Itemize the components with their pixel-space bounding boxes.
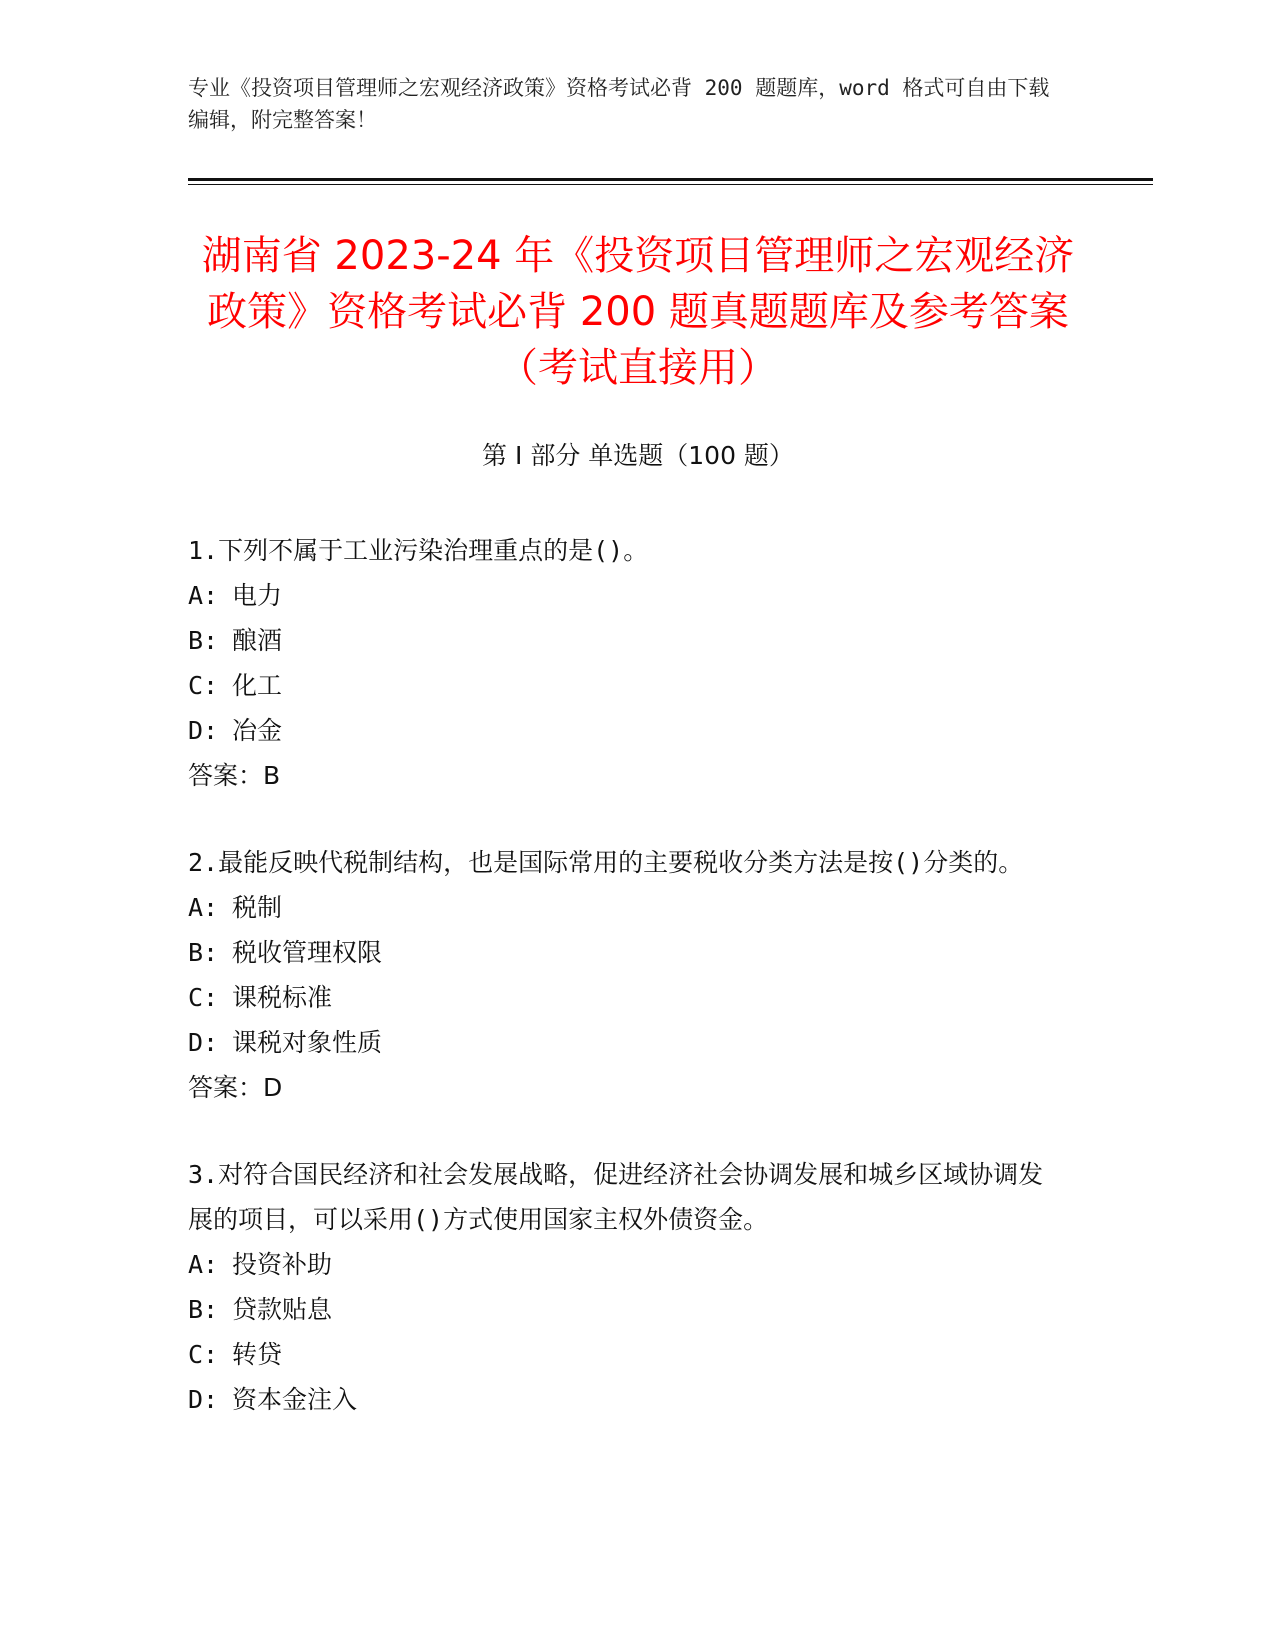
option-key: A: [188,581,219,610]
question-stem: 3.对符合国民经济和社会发展战略，促进经济社会协调发展和城乡区域协调发展的项目，可以采用()方式使用国家主权外债资金。 [188,1160,1044,1234]
document-title: 湖南省 2023-24 年《投资项目管理师之宏观经济政策》资格考试必背 200 题真题题库及参考答案（考试直接用） [201,233,1075,391]
option-text: 资本金注入 [232,1385,358,1414]
option-text: 冶金 [232,716,283,745]
header-rule-thick [188,178,1153,181]
option-d [188,1020,1068,1065]
option-a [188,1242,1068,1287]
option-key: B: [188,938,219,967]
option-key: B: [188,626,219,655]
option-text: 贷款贴息 [232,1295,333,1324]
question-list [188,528,1068,1464]
option-text: 税制 [232,893,283,922]
option-key: D: [188,716,219,745]
option-a [188,573,1068,618]
option-d [188,708,1068,753]
answer-line: 答案：D [188,1073,283,1102]
option-text: 酿酒 [232,626,283,655]
option-text: 课税标准 [232,983,333,1012]
header-rule-thin [188,184,1153,185]
option-text: 课税对象性质 [232,1028,383,1057]
option-key: B: [188,1295,219,1324]
option-key: A: [188,893,219,922]
option-text: 税收管理权限 [232,938,383,967]
option-text: 电力 [232,581,283,610]
option-key: C: [188,1340,219,1369]
option-a [188,885,1068,930]
option-d [188,1377,1068,1422]
option-c [188,663,1068,708]
option-key: A: [188,1250,219,1279]
option-key: D: [188,1385,219,1414]
option-b [188,618,1068,663]
question-3 [188,1152,1068,1422]
option-key: C: [188,671,219,700]
section-heading: 第 I 部分 单选题（100 题） [482,441,794,470]
option-c [188,975,1068,1020]
option-c [188,1332,1068,1377]
question-2 [188,840,1068,1110]
question-stem: 1.下列不属于工业污染治理重点的是()。 [188,536,649,565]
header-note: 专业《投资项目管理师之宏观经济政策》资格考试必背 200 题题库，word 格式可自由下载编辑，附完整答案！ [188,76,1050,132]
question-1 [188,528,1068,798]
option-b [188,930,1068,975]
option-key: D: [188,1028,219,1057]
answer-line: 答案：B [188,761,281,790]
option-b [188,1287,1068,1332]
option-text: 化工 [232,671,283,700]
question-stem: 2.最能反映代税制结构，也是国际常用的主要税收分类方法是按()分类的。 [188,848,1024,877]
option-text: 投资补助 [232,1250,333,1279]
option-key: C: [188,983,219,1012]
option-text: 转贷 [232,1340,283,1369]
